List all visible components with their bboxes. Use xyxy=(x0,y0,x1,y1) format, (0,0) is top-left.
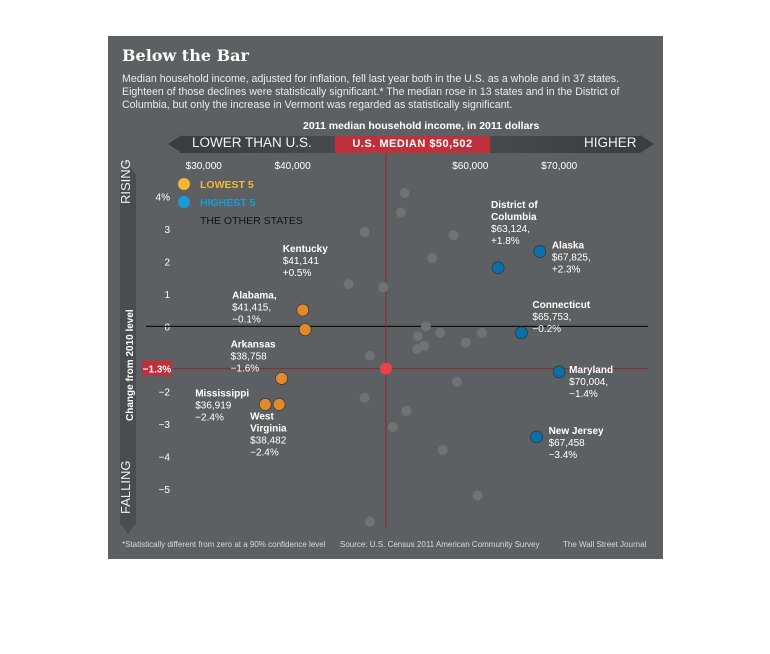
state-income-label: $70,004, xyxy=(569,376,609,388)
footnote: *Statistically different from zero at a 90% confidence level xyxy=(122,540,326,549)
y-tick-label: −4 xyxy=(158,452,170,464)
other-state-point xyxy=(412,344,422,354)
other-state-point xyxy=(401,406,411,416)
other-state-point xyxy=(360,227,370,237)
state-name-label: District of xyxy=(491,199,538,211)
lowest-legend-swatch xyxy=(178,178,190,190)
y-tick-label: 2 xyxy=(164,257,170,269)
other-state-point xyxy=(421,321,431,331)
y-axis-title: Change from 2010 level xyxy=(125,309,136,421)
other-state-point xyxy=(448,230,458,240)
right-arrow-icon xyxy=(640,135,654,153)
other-state-point xyxy=(396,208,406,218)
lowest-state-point xyxy=(273,398,285,410)
other-state-point xyxy=(438,445,448,455)
y-tick-label: −5 xyxy=(158,484,170,496)
other-state-point xyxy=(477,328,487,338)
highest-state-point xyxy=(492,262,504,274)
state-change-label: +0.5% xyxy=(282,268,312,280)
lowest-state-point xyxy=(299,324,311,336)
state-income-label: $63,124, xyxy=(491,223,530,235)
state-name-label: Columbia xyxy=(491,211,537,223)
higher-label: HIGHER xyxy=(584,135,637,150)
x-axis-title: 2011 median household income, in 2011 dollars xyxy=(303,120,540,132)
rising-label: RISING xyxy=(118,159,133,204)
state-name-label: Kentucky xyxy=(282,244,328,256)
other-state-point xyxy=(365,516,375,526)
legend-label: HIGHEST 5 xyxy=(200,197,256,209)
y-tick-label: 4% xyxy=(155,192,170,204)
lower-than-us-label: LOWER THAN U.S. xyxy=(192,135,312,150)
lowest-state-point xyxy=(259,398,271,410)
state-change-label: +1.8% xyxy=(491,235,520,247)
left-arrow-icon xyxy=(168,135,182,153)
other-state-point xyxy=(378,282,388,292)
falling-label: FALLING xyxy=(118,460,133,514)
state-change-label: −1.6% xyxy=(230,363,260,375)
x-tick-label: $30,000 xyxy=(185,161,222,172)
other-state-point xyxy=(427,253,437,263)
y-tick-label: 3 xyxy=(164,224,170,236)
other-state-point xyxy=(461,338,471,348)
chart-panel xyxy=(108,36,663,559)
highest-state-point xyxy=(553,366,565,378)
state-name-label: Alabama, xyxy=(232,290,277,302)
other-state-point xyxy=(365,351,375,361)
other-state-point xyxy=(435,328,445,338)
chart-title-heading: Below the Bar xyxy=(122,46,249,65)
x-tick-label: $40,000 xyxy=(274,161,311,172)
state-income-label: $38,482 xyxy=(250,435,287,447)
state-name-label: West xyxy=(250,411,274,423)
state-name-label: Virginia xyxy=(250,423,287,435)
y-tick-label: −3 xyxy=(158,419,170,431)
us-median-point xyxy=(380,363,392,375)
state-income-label: $67,458 xyxy=(548,437,585,449)
highest-state-point xyxy=(534,246,546,258)
y-tick-label: 1 xyxy=(164,289,170,301)
other-state-point xyxy=(400,188,410,198)
other-state-point xyxy=(360,393,370,403)
y-tick-label: −2 xyxy=(158,387,170,399)
state-name-label: Alaska xyxy=(551,240,585,252)
chart-description: Median household income, adjusted for inflation, fell last year both in the U.S. as a whole and in 37 states. Eighteen of those declines were statistically significant.* The median rose in 13 states and in the District of Columbia, but only the increase in Vermont was regarded as statistically significant. xyxy=(122,73,620,112)
state-income-label: $36,919 xyxy=(195,400,232,412)
other-state-point xyxy=(388,422,398,432)
state-income-label: $67,825, xyxy=(551,252,591,264)
other-state-point xyxy=(344,279,354,289)
other-state-point xyxy=(472,490,482,500)
state-name-label: Arkansas xyxy=(230,339,276,351)
scatter-plot xyxy=(108,36,663,559)
state-name-label: Connecticut xyxy=(532,299,591,311)
state-name-label: New Jersey xyxy=(548,425,604,437)
down-arrow-icon xyxy=(119,522,137,534)
state-income-label: $65,753, xyxy=(532,311,572,323)
highest-legend-swatch xyxy=(178,196,190,208)
state-change-label: −2.4% xyxy=(195,412,224,424)
legend-label: LOWEST 5 xyxy=(200,179,254,191)
state-change-label: +2.3% xyxy=(551,264,581,276)
state-income-label: $41,415, xyxy=(232,302,272,314)
lowest-state-point xyxy=(297,304,309,316)
state-change-label: −0.2% xyxy=(532,323,562,335)
y-tick-label: 0 xyxy=(164,322,170,334)
lowest-state-point xyxy=(276,372,288,384)
us-median-label: U.S. MEDIAN $50,502 xyxy=(335,136,490,153)
other-state-point xyxy=(452,377,462,387)
us-change-label: −1.3% xyxy=(142,364,172,376)
state-income-label: $38,758 xyxy=(230,351,267,363)
highest-state-point xyxy=(515,327,527,339)
state-change-label: −0.1% xyxy=(232,314,261,326)
x-tick-label: $60,000 xyxy=(452,161,489,172)
x-tick-label: $70,000 xyxy=(541,161,578,172)
highest-state-point xyxy=(531,431,543,443)
credit-note: The Wall Street Journal xyxy=(563,540,647,549)
legend-label: THE OTHER STATES xyxy=(200,215,303,227)
state-name-label: Mississippi xyxy=(195,388,250,400)
state-change-label: −2.4% xyxy=(250,447,279,459)
state-change-label: −3.4% xyxy=(548,449,578,461)
other-state-point xyxy=(413,331,423,341)
state-income-label: $41,141 xyxy=(282,256,319,268)
source-note: Source: U.S. Census 2011 American Community Survey xyxy=(340,540,540,549)
state-change-label: −1.4% xyxy=(569,388,598,400)
state-name-label: Maryland xyxy=(569,364,614,376)
